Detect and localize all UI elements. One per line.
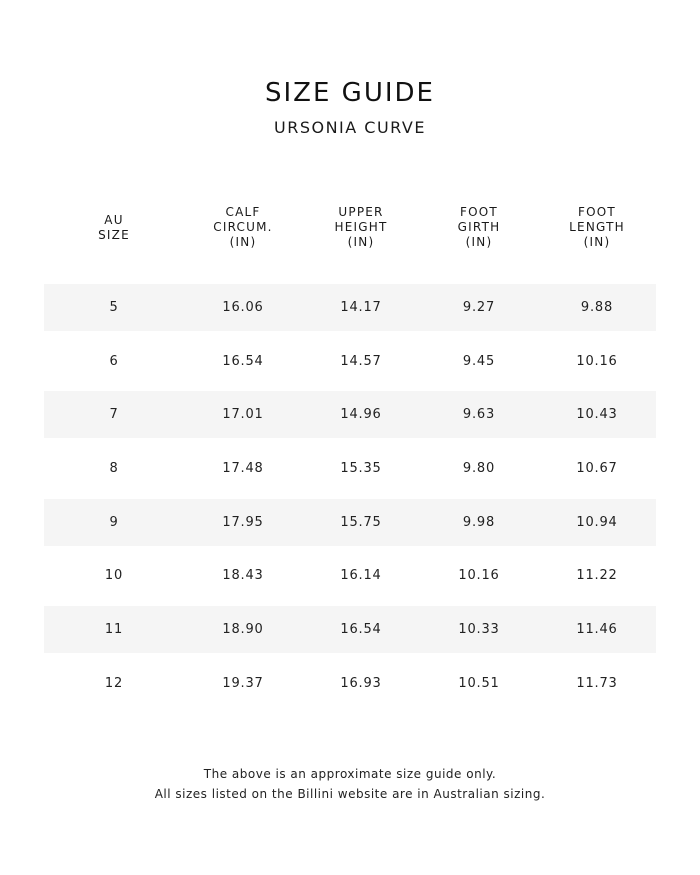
table-row — [44, 552, 656, 599]
table-row — [44, 391, 656, 438]
foot-girth-cell: 10.16 — [458, 568, 500, 584]
table-header-row — [44, 205, 656, 285]
table-row — [44, 606, 656, 653]
au-size-cell: 11 — [104, 622, 124, 638]
table-row — [44, 338, 656, 385]
table-row — [44, 284, 656, 331]
upper-height-cell: 15.35 — [340, 461, 382, 477]
product-name: URSONIA CURVE — [274, 118, 426, 137]
column-header-foot-length: FOOT LENGTH (IN) — [569, 205, 625, 249]
upper-height-cell: 14.57 — [340, 353, 382, 369]
foot-girth-cell: 9.27 — [462, 300, 496, 315]
foot-length-cell: 10.43 — [576, 407, 618, 423]
au-size-cell: 8 — [109, 461, 119, 477]
upper-height-cell: 16.93 — [340, 675, 382, 691]
upper-height-cell: 16.14 — [340, 568, 382, 584]
au-size-cell: 9 — [109, 514, 119, 530]
column-header-calf-circumference: CALF CIRCUM. (IN) — [213, 205, 273, 249]
column-header-upper-height: UPPER HEIGHT (IN) — [334, 205, 388, 249]
au-size-cell: 10 — [104, 568, 124, 584]
sizing-note-text: All sizes listed on the Billini website are in Australian sizing. — [154, 787, 546, 801]
calf-circumference-cell: 17.48 — [222, 461, 264, 477]
foot-girth-cell: 9.98 — [462, 514, 496, 530]
foot-length-cell: 9.88 — [580, 300, 614, 315]
calf-circumference-cell: 18.90 — [222, 622, 264, 638]
column-header-au-size: AU SIZE — [98, 213, 130, 242]
upper-height-cell: 14.96 — [340, 407, 382, 423]
foot-length-cell: 11.73 — [576, 675, 618, 691]
foot-girth-cell: 9.80 — [462, 461, 496, 477]
au-size-cell: 6 — [109, 353, 119, 369]
table-row — [44, 445, 656, 492]
foot-length-cell: 10.67 — [576, 461, 618, 477]
au-size-cell: 7 — [109, 407, 119, 423]
foot-girth-cell: 10.51 — [458, 675, 500, 691]
foot-girth-cell: 9.63 — [462, 407, 496, 423]
upper-height-cell: 14.17 — [340, 300, 382, 315]
calf-circumference-cell: 17.01 — [222, 407, 264, 423]
disclaimer-text: The above is an approximate size guide only. — [203, 767, 497, 781]
calf-circumference-cell: 17.95 — [222, 514, 264, 530]
column-header-foot-girth: FOOT GIRTH (IN) — [457, 205, 501, 249]
foot-length-cell: 10.94 — [576, 514, 618, 530]
table-body — [44, 284, 656, 714]
page-title: SIZE GUIDE — [265, 78, 435, 108]
size-guide-table — [44, 205, 656, 691]
calf-circumference-cell: 16.06 — [222, 300, 264, 315]
foot-girth-cell: 10.33 — [458, 622, 500, 638]
table-row — [44, 499, 656, 546]
table-row — [44, 660, 656, 707]
foot-length-cell: 10.16 — [576, 353, 618, 369]
au-size-cell: 12 — [104, 675, 124, 691]
calf-circumference-cell: 16.54 — [222, 353, 264, 369]
upper-height-cell: 15.75 — [340, 514, 382, 530]
calf-circumference-cell: 19.37 — [222, 675, 264, 691]
foot-length-cell: 11.22 — [576, 568, 618, 584]
upper-height-cell: 16.54 — [340, 622, 382, 638]
au-size-cell: 5 — [109, 300, 119, 315]
foot-length-cell: 11.46 — [576, 622, 618, 638]
calf-circumference-cell: 18.43 — [222, 568, 264, 584]
foot-girth-cell: 9.45 — [462, 353, 496, 369]
